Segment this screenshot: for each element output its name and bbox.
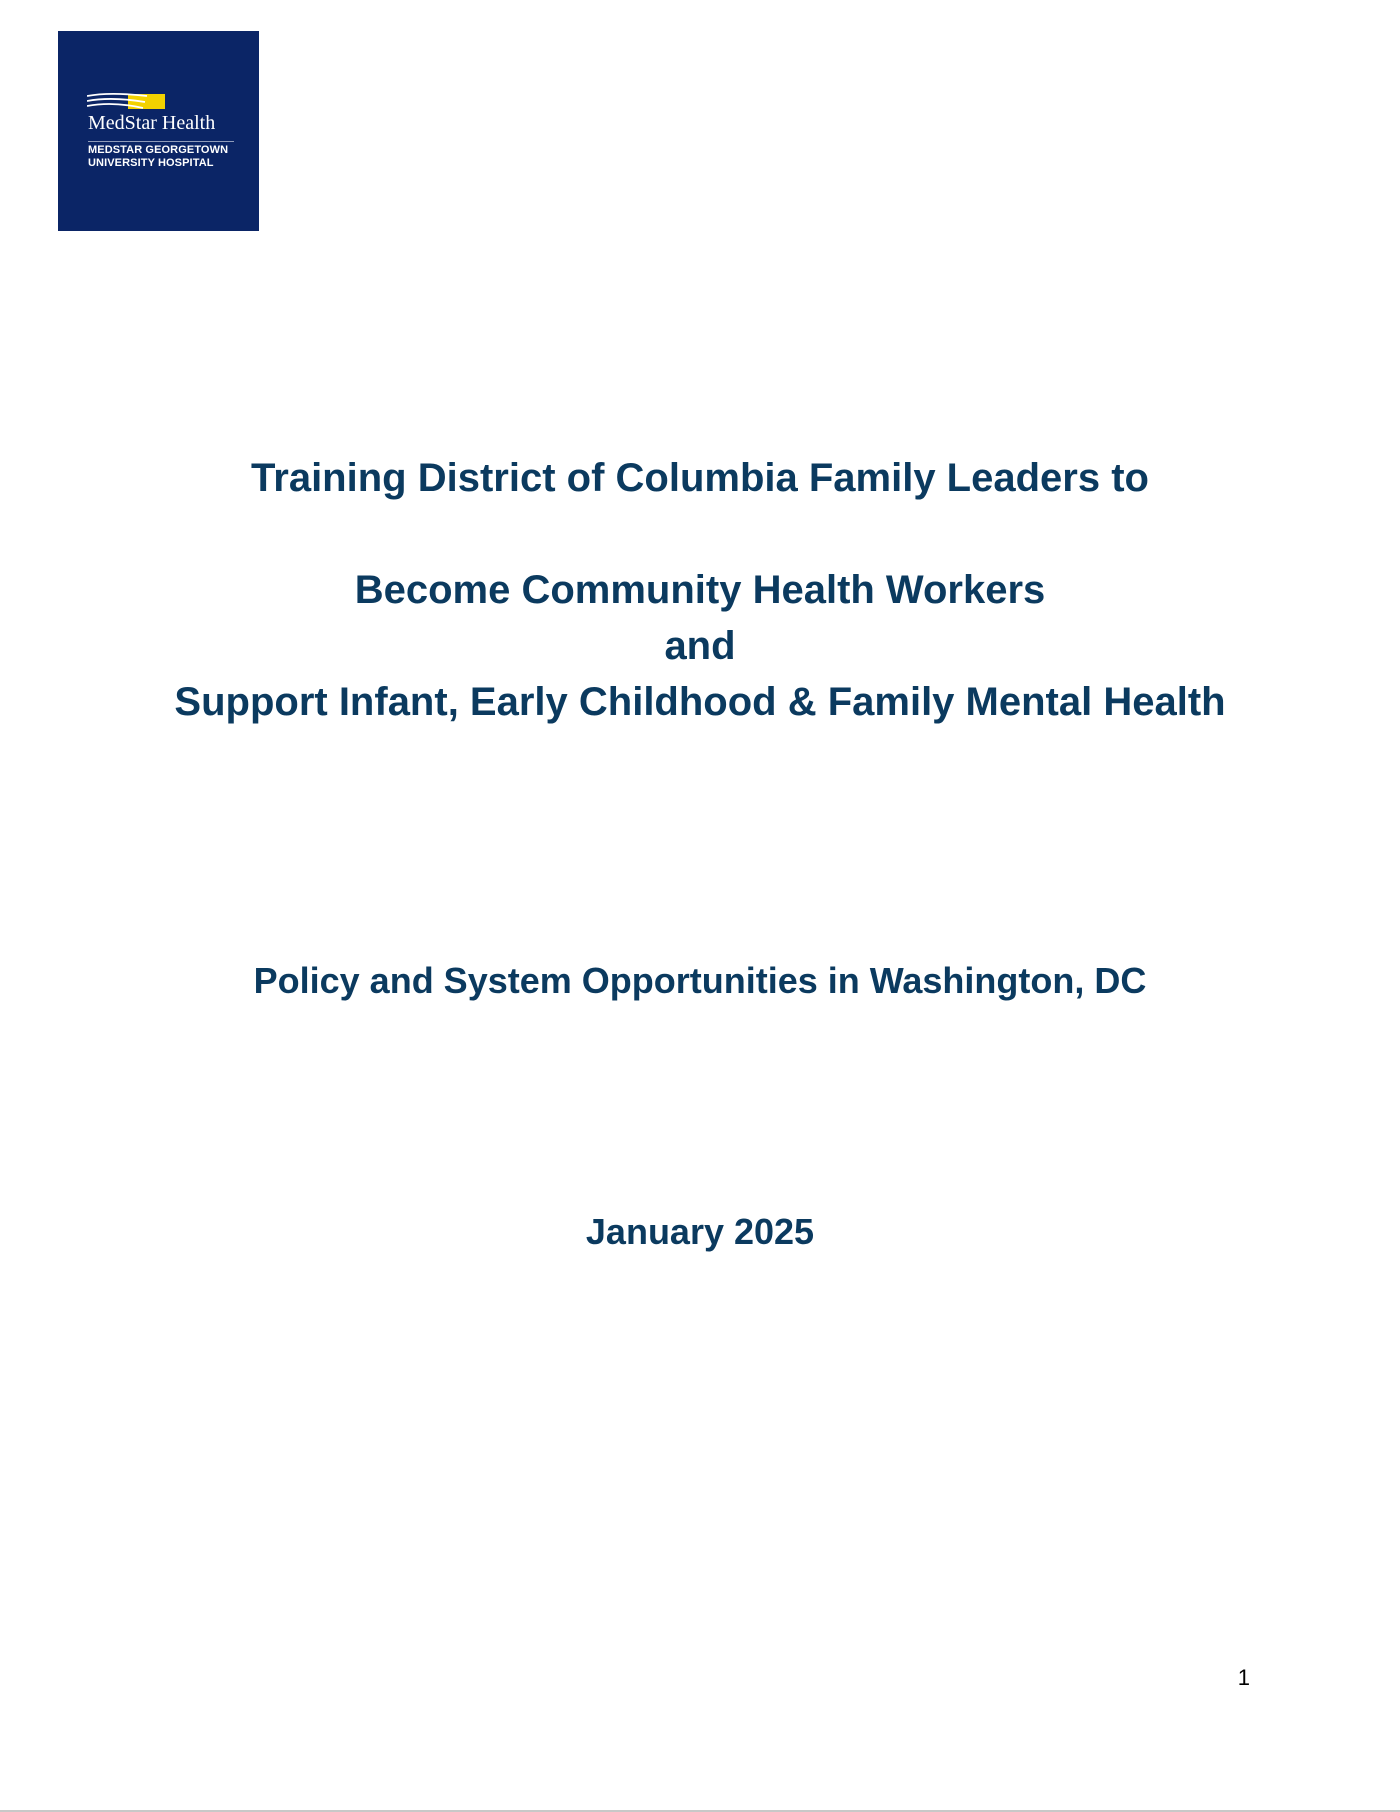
document-date: January 2025 <box>585 1211 815 1252</box>
title-spacer <box>0 506 1400 562</box>
logo-subtitle <box>88 144 253 170</box>
document-subtitle: Policy and System Opportunities in Washington, DC <box>253 960 1147 1001</box>
medstar-logo <box>58 31 259 231</box>
logo-subtitle-line1: MEDSTAR GEORGETOWN <box>88 144 229 156</box>
logo-name: MedStar Health <box>88 112 216 134</box>
logo-divider <box>88 141 234 142</box>
title-line-4: Support Infant, Early Childhood & Family Mental Health <box>174 680 1226 724</box>
page-number: 1 <box>1237 1665 1250 1690</box>
medstar-wave-logo-icon <box>87 92 166 112</box>
title-line-3: and <box>664 624 736 668</box>
title-line-1: Training District of Columbia Family Leaders to <box>251 456 1149 500</box>
document-title <box>0 450 1400 730</box>
title-line-2: Become Community Health Workers <box>354 568 1046 612</box>
logo-subtitle-line2: UNIVERSITY HOSPITAL <box>88 157 214 169</box>
